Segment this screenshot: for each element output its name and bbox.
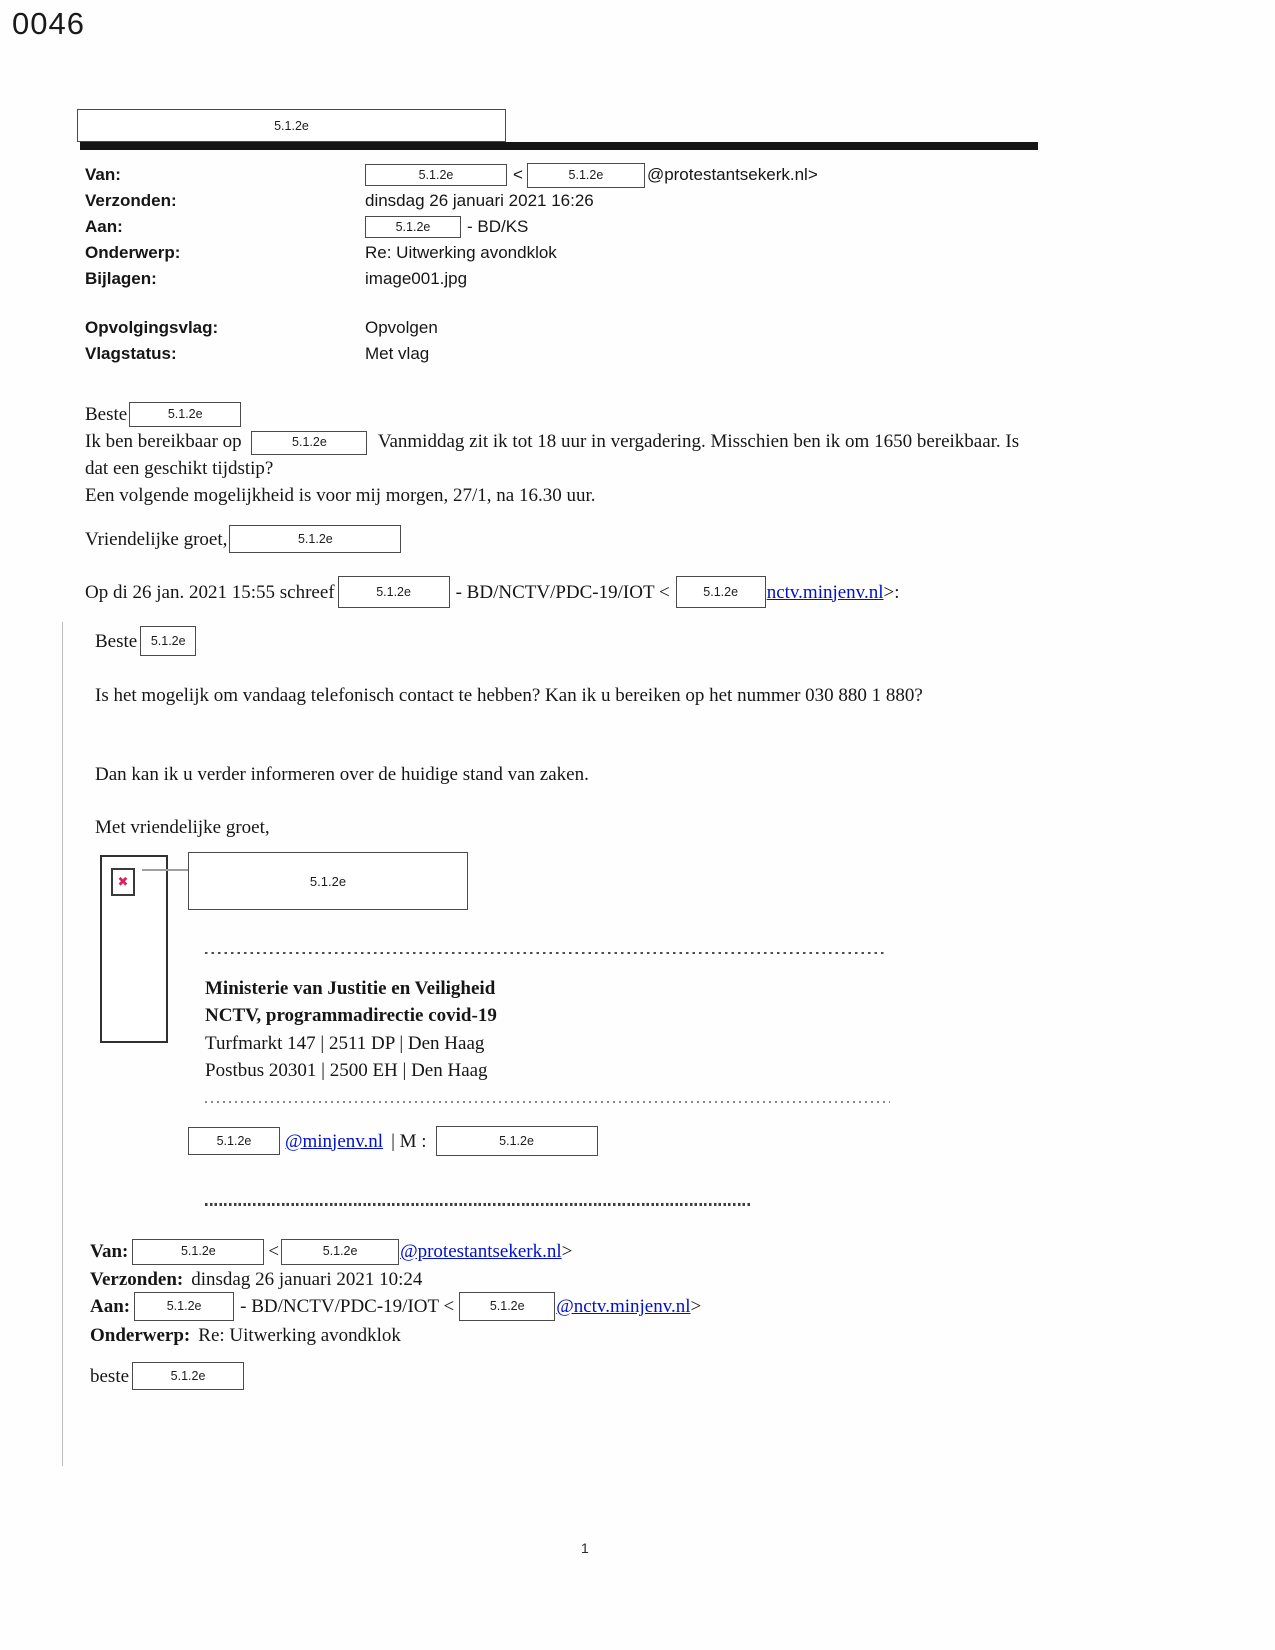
redaction-code: 5.1.2e [322, 1244, 358, 1258]
original-aan-suffix: > [690, 1296, 702, 1317]
reply-availability-paragraph [85, 428, 1037, 482]
page-number: 1 [581, 1540, 589, 1556]
field-value-verzonden: dinsdag 26 januari 2021 16:26 [365, 191, 594, 210]
field-value-vlagstatus: Met vlag [365, 344, 430, 363]
header-row-verzonden [85, 188, 1205, 214]
header-spacer [85, 292, 1205, 315]
original-field-label-onderwerp: Onderwerp: [90, 1325, 191, 1346]
field-label-opvolgingsvlag: Opvolgingsvlag: [85, 318, 219, 337]
header-row-aan [85, 214, 1205, 240]
quote-attribution-suffix: >: [883, 581, 900, 603]
quote-indent-line [62, 622, 63, 1466]
signature-contact-separator: | M : [391, 1130, 427, 1152]
header-row-van [85, 162, 1205, 188]
redaction-box-original-recipient-name [134, 1292, 234, 1321]
redaction-box-original-sender-address [281, 1239, 399, 1265]
original-field-label-aan: Aan: [90, 1296, 131, 1317]
field-label-onderwerp: Onderwerp: [85, 243, 181, 262]
original-field-value-onderwerp: Re: Uitwerking avondklok [198, 1325, 401, 1346]
original-header-row-verzonden [90, 1266, 422, 1293]
original-recipient-org: - BD/NCTV/PDC-19/IOT < [240, 1296, 455, 1317]
email-header [85, 162, 1205, 367]
quoted-closing-line: Met vriendelijke groet, [95, 817, 270, 838]
header-row-vlagstatus [85, 341, 1205, 367]
nctv-minjenv-address-link[interactable]: @nctv.minjenv.nl [556, 1296, 691, 1317]
redaction-code: 5.1.2e [167, 407, 203, 421]
redaction-code: 5.1.2e [568, 168, 604, 182]
original-van-suffix: > [561, 1241, 573, 1262]
field-label-bijlagen: Bijlagen: [85, 269, 157, 288]
redaction-code: 5.1.2e [166, 1299, 202, 1313]
field-label-van: Van: [85, 165, 121, 184]
redaction-box-signature-mobile [436, 1126, 598, 1156]
signature-address-line1: Turfmarkt 147 | 2511 DP | Den Haag [205, 1033, 485, 1054]
redaction-box-sender-name [365, 164, 507, 186]
reply-closing-line [85, 525, 401, 553]
quoted-phone-paragraph: Is het mogelijk om vandaag telefonisch contact te hebben? Kan ik u bereiken op het nummer 030 880 1 880? [95, 685, 923, 706]
redaction-code: 5.1.2e [418, 168, 454, 182]
availability-pre-text: Ik ben bereikbaar op [85, 431, 242, 452]
reply-alternative-line: Een volgende mogelijkheid is voor mij morgen, 27/1, na 16.30 uur. [85, 485, 596, 506]
redaction-code: 5.1.2e [489, 1299, 525, 1313]
original-header-row-van [90, 1238, 572, 1265]
field-value-aan [365, 216, 528, 238]
field-value-opvolgingsvlag: Opvolgen [365, 318, 438, 337]
quote-attribution-line [85, 576, 899, 608]
reply-greeting-line [85, 401, 241, 428]
redaction-box-original-sender-name [132, 1239, 264, 1265]
broken-image-connector-line [142, 869, 188, 871]
redaction-box-quoted-address [676, 576, 766, 608]
redaction-code: 5.1.2e [309, 873, 347, 889]
original-greeting-text: beste [90, 1365, 130, 1387]
signature-org-line2: NCTV, programmadirectie covid-19 [205, 1005, 497, 1026]
signature-contact-line [188, 1126, 598, 1156]
redaction-box-signoff-name [229, 525, 401, 553]
quoted-greeting-line [95, 626, 196, 656]
reply-greeting-text: Beste [85, 404, 128, 425]
redaction-box-original-recipient-address [459, 1292, 555, 1321]
redaction-code: 5.1.2e [376, 584, 411, 599]
signature-dotted-divider-top [205, 952, 885, 954]
redaction-box-signature-email [188, 1127, 280, 1155]
redaction-code: 5.1.2e [395, 220, 431, 234]
recipient-org: - BD/KS [467, 217, 529, 236]
minjenv-email-link[interactable]: @minjenv.nl [285, 1130, 384, 1152]
quote-attribution-org: - BD/NCTV/PDC-19/IOT < [455, 581, 670, 603]
redaction-box-banner [77, 109, 506, 142]
broken-image-icon: ✖ [111, 868, 135, 896]
field-label-vlagstatus: Vlagstatus: [85, 344, 177, 363]
original-header-row-aan [90, 1292, 701, 1321]
quoted-greeting-text: Beste [95, 630, 138, 652]
redaction-box-phone [251, 431, 367, 455]
field-value-onderwerp: Re: Uitwerking avondklok [365, 243, 557, 262]
original-field-label-van: Van: [90, 1241, 129, 1262]
redaction-box-original-greeting-name [132, 1362, 244, 1390]
redaction-box-signature-block [188, 852, 468, 910]
redaction-code: 5.1.2e [499, 1133, 534, 1148]
redaction-code: 5.1.2e [703, 584, 739, 599]
original-header-row-onderwerp [90, 1322, 401, 1349]
redaction-box-quoted-sender [338, 576, 450, 608]
redaction-box-recipient [365, 216, 461, 238]
redaction-box-sender-address [527, 163, 645, 188]
redaction-code: 5.1.2e [150, 633, 186, 648]
signature-address-line2: Postbus 20301 | 2500 EH | Den Haag [205, 1060, 488, 1081]
original-address-open-bracket: < [268, 1241, 280, 1262]
redaction-code: 5.1.2e [170, 1368, 206, 1383]
original-field-value-verzonden: dinsdag 26 januari 2021 10:24 [191, 1269, 423, 1290]
header-divider-bar [80, 142, 1038, 150]
field-value-van [365, 163, 818, 188]
sender-domain: @protestantsekerk.nl> [646, 165, 818, 184]
quote-attribution-pre: Op di 26 jan. 2021 15:55 schreef [85, 581, 335, 603]
field-value-bijlagen: image001.jpg [365, 269, 468, 288]
field-label-aan: Aan: [85, 217, 123, 236]
redaction-box-greeting-name [129, 402, 241, 427]
protestantsekerk-link[interactable]: @protestantsekerk.nl [400, 1241, 562, 1262]
redaction-code: 5.1.2e [297, 531, 333, 546]
redaction-code: 5.1.2e [292, 435, 327, 450]
reply-closing-text: Vriendelijke groet, [85, 528, 228, 550]
redaction-code: 5.1.2e [216, 1133, 252, 1148]
address-open-bracket: < [513, 165, 523, 184]
quoted-update-paragraph: Dan kan ik u verder informeren over de huidige stand van zaken. [95, 764, 589, 785]
original-greeting-line [90, 1362, 244, 1390]
redaction-box-quoted-greeting-name [140, 626, 196, 656]
field-label-verzonden: Verzonden: [85, 191, 177, 210]
original-message-divider [205, 1203, 750, 1206]
nctv-minjenv-link[interactable]: nctv.minjenv.nl [766, 581, 884, 603]
original-field-label-verzonden: Verzonden: [90, 1269, 184, 1290]
header-row-bijlagen [85, 266, 1205, 292]
redaction-code: 5.1.2e [274, 118, 309, 133]
document-number-stamp: 0046 [12, 6, 85, 41]
header-row-onderwerp [85, 240, 1205, 266]
header-row-opvolgingsvlag [85, 315, 1205, 341]
signature-org-line1: Ministerie van Justitie en Veiligheid [205, 978, 496, 999]
availability-post-text: Vanmiddag zit ik tot 18 uur in vergadering. Misschien ben ik om 1650 bereikbaar. Is dat een geschikt tijdstip? [85, 431, 1020, 479]
redaction-code: 5.1.2e [180, 1244, 216, 1258]
broken-image-placeholder [100, 855, 168, 1043]
signature-dotted-divider-bottom [205, 1101, 890, 1103]
